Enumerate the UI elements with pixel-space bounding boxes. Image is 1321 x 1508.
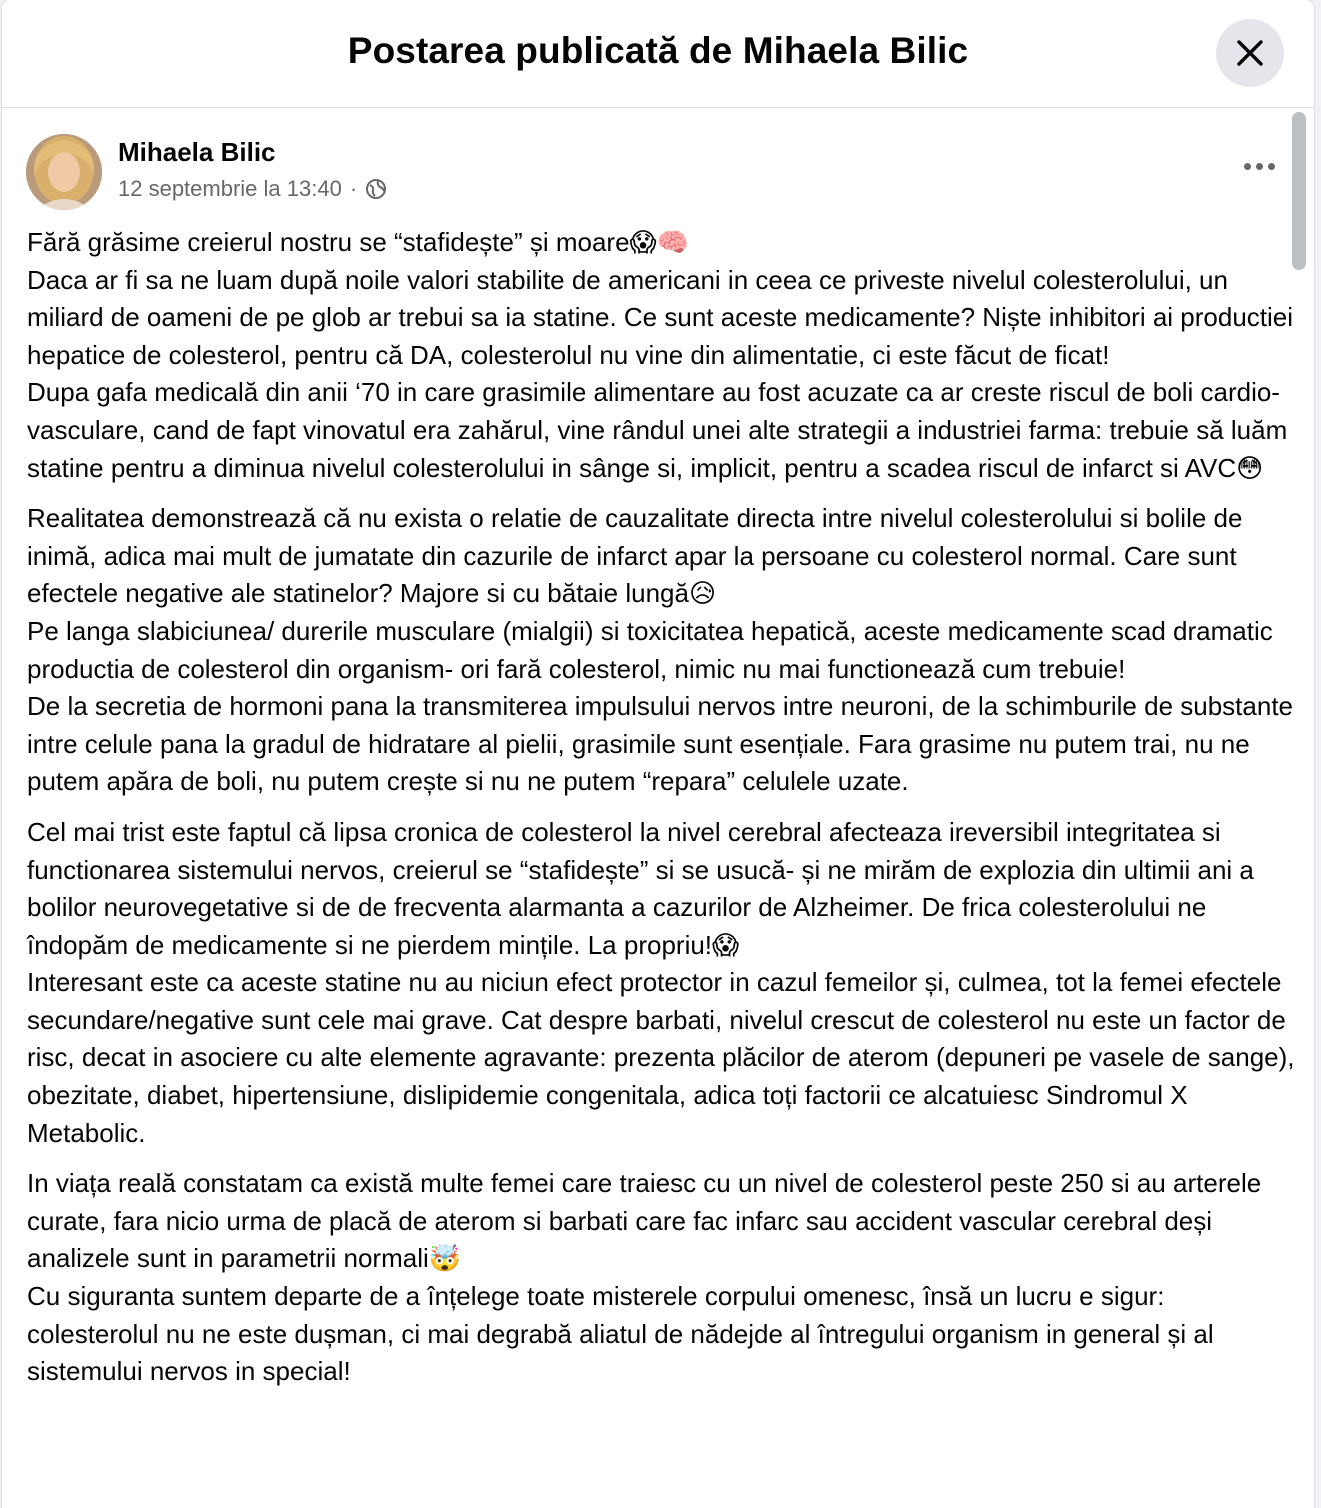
author-avatar[interactable]: [26, 134, 102, 210]
post-paragraph: Fără grăsime creierul nostru se “stafidește” și moare😱🧠 Daca ar fi sa ne luam după noile valori stabilite de americani in ceea ce priveste nivelul colesterolului, un miliard de oameni de pe glob ar trebui sa ia statine. Ce sunt aceste medicamente? Niște inhibitori ai productiei hepatice de colesterol, pentru că DA, colesterolul nu vine din alimentatie, ci este făcut de ficat! Dupa gafa medicală din anii ‘70 in care grasimile alimentare au fost acuzate ca ar creste riscul de boli cardio-vasculare, cand de fapt vinovatul era zahărul, vine rândul unei alte strategii a industriei farma: trebuie să luăm statine pentru a diminua nivelul colesterolului in sânge si, implicit, pentru a scadea riscul de infarct si AVC😳: [27, 227, 1294, 483]
post-paragraph: Cel mai trist este faptul că lipsa cronica de colesterol la nivel cerebral afecteaza ireversibil integritatea si functionarea sistemului nervos, creierul se “stafidește” si se usucă- și ne mirăm de explozia din ultimii ani a bolilor neurovegetative si de de frecventa alarmanta a cazurilor de Alzheimer. De frica colesterolului ne îndopăm de medicamente si ne pierdem mințile. La propriu!😱 Interesant este ca aceste statine nu au niciun efect protector in cazul femeilor și, culmea, tot la femei efectele secundare/negative sunt cele mai grave. Cat despre barbati, nivelul crescut de colesterol nu este un factor de risc, decat in asociere cu alte elemente agravante: prezenta plăcilor de aterom (depuneri pe vasele de sange), obezitate, diabet, hipertensiune, dislipidemie congenitala, adica toți factorii ce alcatuiesc Sindromul X Metabolic.: [27, 816, 1295, 1148]
more-horizontal-icon: [1268, 163, 1275, 170]
post-paragraph: Realitatea demonstrează că nu exista o relatie de cauzalitate directa intre nivelul colesterolului si bolile de inimă, adica mai mult de jumatate din cazurile de infarct apar la persoane cu colesterol normal. Care sunt efectele negative ale statinelor? Majore si cu bătaie lungă😥 Pe langa slabiciunea/ durerile musculare (mialgii) si toxicitatea hepatică, aceste medicamente scad dramatic productia de colesterol din organism- ori fară colesterol, nimic nu mai functionează cum trebuie! De la secretia de hormoni pana la transmiterea impulsului nervos intre neuroni, de la schimburile de substante intre celule pana la gradul de hidratare al pielii, grasimile sunt esențiale. Fara grasime nu putem trai, nu ne putem apăra de boli, nu putem crește si nu ne putem “repara” celulele uzate.: [27, 503, 1294, 797]
dialog-header: [2, 0, 1314, 108]
meta-separator: ·: [349, 176, 358, 201]
dialog-title: Postarea publicată de Mihaela Bilic: [347, 30, 969, 71]
more-horizontal-icon: [1244, 163, 1251, 170]
post-text: [27, 224, 1297, 1404]
globe-icon[interactable]: [365, 178, 387, 200]
post-timestamp[interactable]: 12 septembrie la 13:40: [118, 176, 342, 201]
more-horizontal-icon: [1256, 163, 1263, 170]
more-options-button[interactable]: [1238, 150, 1282, 184]
avatar-image: [26, 134, 102, 210]
author-name-link[interactable]: Mihaela Bilic: [118, 137, 276, 167]
post-dialog: [2, 0, 1314, 1508]
close-icon: [1234, 37, 1266, 69]
close-button[interactable]: [1216, 19, 1284, 87]
post-paragraph: In viața reală constatam ca există multe femei care traiesc cu un nivel de colesterol peste 250 si au arterele curate, fara nicio urma de placă de aterom si barbati care fac infarc sau accident vascular cerebral deși analizele sunt in parametrii normali🤯 Cu siguranta suntem departe de a înțelege toate misterele corpului omenesc, însă un lucru e sigur: colesterolul nu ne este dușman, ci mai degrabă aliatul de nădejde al întregului organism in general și al sistemului nervos in special!: [27, 1168, 1262, 1387]
post-meta: [118, 176, 387, 202]
